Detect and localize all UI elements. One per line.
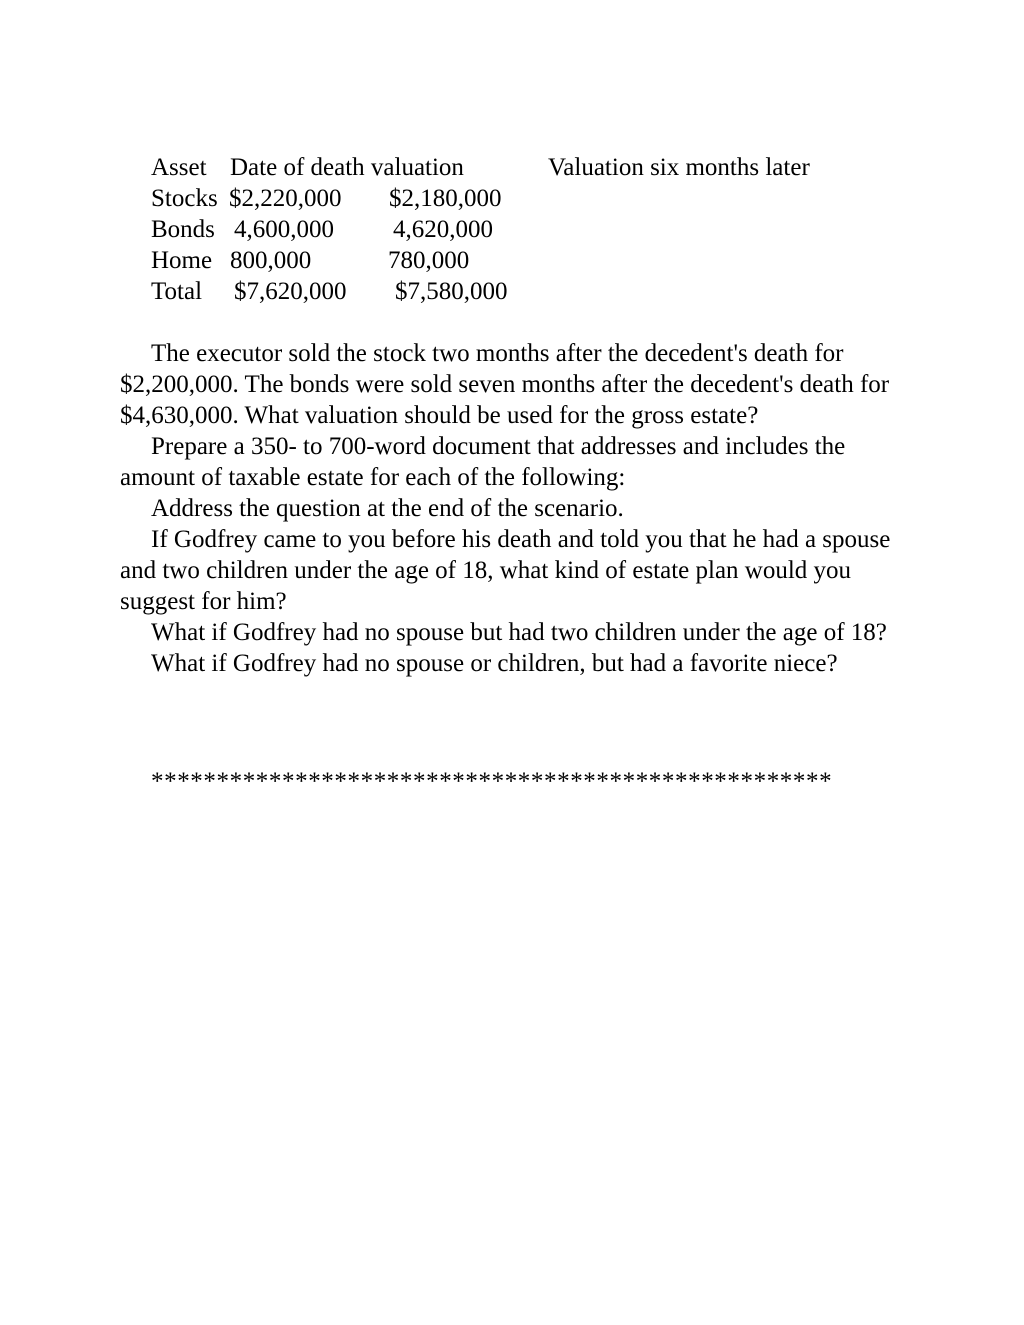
table-row: [151, 245, 911, 276]
row-asset: Stocks: [151, 185, 218, 212]
row-date-of-death-value: 800,000: [230, 247, 312, 274]
row-date-of-death-value: $2,220,000: [229, 185, 342, 212]
paragraph-favorite-niece: What if Godfrey had no spouse or children, but had a favorite niece?: [151, 650, 838, 677]
table-row: [151, 183, 911, 214]
paragraph-instructions: Prepare a 350- to 700-word document that addresses and includes the amount of taxable estate for each of the following:: [120, 433, 846, 491]
row-six-months-value: $2,180,000: [389, 185, 502, 212]
row-date-of-death-value: 4,600,000: [234, 216, 334, 243]
paragraph-no-spouse: What if Godfrey had no spouse but had two children under the age of 18?: [151, 619, 887, 646]
header-date-of-death: Date of death valuation: [230, 154, 464, 181]
separator-stars: ****************************************************: [151, 768, 833, 795]
body-text: [120, 338, 920, 679]
header-asset: Asset: [151, 154, 207, 181]
row-six-months-value: 4,620,000: [393, 216, 493, 243]
header-six-months: Valuation six months later: [548, 154, 810, 181]
table-row: [151, 214, 911, 245]
row-six-months-value: $7,580,000: [395, 278, 508, 305]
paragraph-spouse-children: If Godfrey came to you before his death and told you that he had a spouse and two children under the age of 18, what kind of estate plan would you suggest for him?: [120, 526, 891, 615]
paragraph-address-question: Address the question at the end of the scenario.: [151, 495, 624, 522]
paragraph-valuation-question: The executor sold the stock two months after the decedent's death for $2,200,000. The bonds were sold seven months after the decedent's death for $4,630,000. What valuation should be used for the gross estate?: [120, 340, 890, 429]
row-asset: Bonds: [151, 216, 215, 243]
row-six-months-value: 780,000: [388, 247, 470, 274]
table-header-row: [151, 152, 911, 183]
row-date-of-death-value: $7,620,000: [234, 278, 347, 305]
row-asset: Total: [151, 278, 203, 305]
table-row: [151, 276, 911, 307]
row-asset: Home: [151, 247, 213, 274]
valuation-table: [151, 152, 911, 307]
